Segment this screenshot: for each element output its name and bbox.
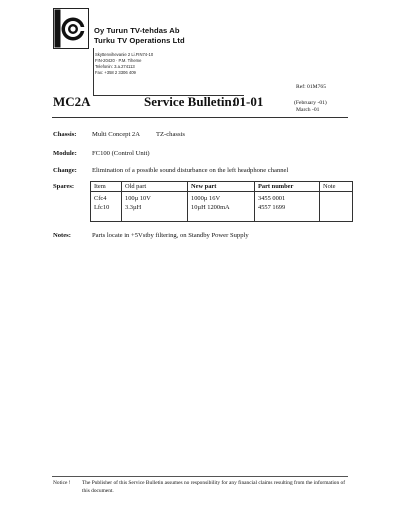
address-line: Telefonin: 3.a.274113 — [95, 64, 135, 69]
chassis-value: Multi Concept 2A — [92, 131, 140, 138]
title-divider — [52, 117, 348, 118]
spares-label: Spares: — [53, 183, 75, 190]
module-value: FC100 (Control Unit) — [92, 150, 150, 157]
column-header-new-part: New part — [188, 182, 255, 192]
notes-label: Notes: — [53, 232, 71, 239]
part-number-value: 3455 0001 — [258, 195, 286, 202]
new-part-value: 1000µ 16V — [191, 195, 221, 202]
disclaimer-text: The Publisher of this Service Bulletin assumes no responsibility for any financial claims resulting from the information of this document. — [82, 480, 346, 494]
notes-value: Parts locate in +5Vstby filtering, on Standby Power Supply — [92, 232, 249, 239]
company-name: Oy Turun TV-tehdas Ab — [94, 26, 180, 35]
column-header-old-part: Old part — [122, 182, 188, 192]
part-number-value: 4557 1699 — [258, 204, 286, 211]
old-part-cell — [122, 192, 188, 222]
column-header-note: Note — [320, 182, 353, 192]
revised-date: March -01 — [296, 107, 320, 113]
footer-divider — [52, 476, 348, 477]
company-subtitle: Turku TV Operations Ltd — [94, 36, 185, 45]
original-date: (February -01) — [294, 100, 327, 106]
new-part-value: 10µH 1200mA — [191, 204, 230, 211]
note-cell — [320, 192, 353, 222]
change-value: Elimination of a possible sound disturbance on the left headphone channel — [92, 167, 289, 174]
bulletin-number: 01-01 — [233, 94, 264, 109]
module-label: Module: — [53, 150, 77, 157]
new-part-cell — [188, 192, 255, 222]
reference-number: Ref: 01M765 — [296, 84, 326, 90]
table-row — [91, 192, 353, 222]
chassis-extra: TZ-chassis — [156, 131, 185, 138]
column-header-item: Item — [91, 182, 122, 192]
change-label: Change: — [53, 167, 77, 174]
notice-label: Notice ! — [53, 480, 71, 486]
spares-table — [90, 181, 353, 222]
old-part-value: 100µ 10V — [125, 195, 151, 202]
model-code: MC2A — [53, 94, 91, 109]
address-line: Skyttenvihevanie 2 Li.FIN74-10 — [95, 52, 154, 57]
address-line: FIN-20420 · P.M. Tiheme — [95, 58, 142, 63]
chassis-label: Chassis: — [53, 131, 77, 138]
bulletin-title: Service Bulletin: — [144, 94, 237, 109]
item-value: Lfc10 — [94, 204, 110, 211]
part-number-cell — [255, 192, 320, 222]
company-logo — [53, 8, 89, 49]
address-line: Fax: +358 2 3306 409 — [95, 70, 136, 75]
item-cell — [91, 192, 122, 222]
column-header-part-number: Part number — [255, 182, 320, 192]
item-value: Cfc4 — [94, 195, 107, 202]
table-header-row — [91, 182, 353, 192]
old-part-value: 3.3µH — [125, 204, 142, 211]
